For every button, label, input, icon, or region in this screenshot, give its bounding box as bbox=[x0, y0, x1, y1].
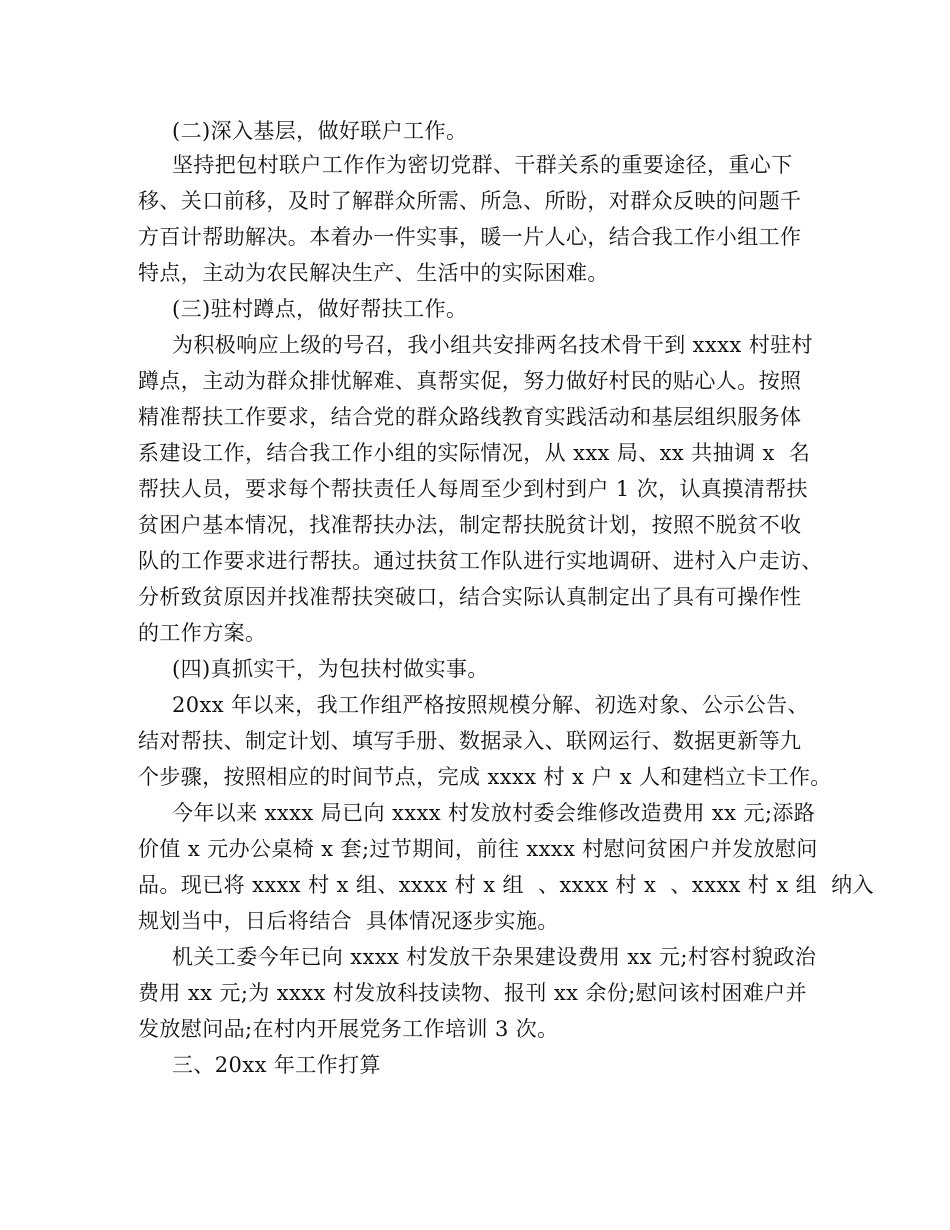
paragraph-line: 发放慰问品;在村内开展党务工作培训 3 次。 bbox=[138, 1017, 559, 1041]
paragraph-line: 为积极响应上级的号召，我小组共安排两名技术骨干到 xxxx 村驻村 bbox=[172, 333, 813, 357]
heading-3-village-support: (三)驻村蹲点，做好帮扶工作。 bbox=[172, 297, 468, 321]
paragraph-line: 结对帮扶、制定计划、填写手册、数据录入、联网运行、数据更新等九 bbox=[138, 729, 802, 753]
paragraph-line: 品。现已将 xxxx 村 x 组、xxxx 村 x 组 、xxxx 村 x 、xxxx 村 x 组 纳入 bbox=[138, 873, 875, 897]
paragraph-line: 价值 x 元办公桌椅 x 套;过节期间，前往 xxxx 村慰问贫困户并发放慰问 bbox=[138, 837, 818, 861]
section-heading-plan: 三、20xx 年工作打算 bbox=[172, 1053, 381, 1077]
paragraph-line: 机关工委今年已向 xxxx 村发放干杂果建设费用 xx 元;村容村貌政治 bbox=[172, 945, 817, 969]
paragraph-line: 费用 xx 元;为 xxxx 村发放科技读物、报刊 xx 余份;慰问该村困难户并 bbox=[138, 981, 807, 1005]
paragraph-line: 规划当中，日后将结合 具体情况逐步实施。 bbox=[138, 909, 559, 933]
paragraph-line: 队的工作要求进行帮扶。通过扶贫工作队进行实地调研、进村入户走访、 bbox=[138, 549, 823, 573]
paragraph-line: 特点，主动为农民解决生产、生活中的实际困难。 bbox=[138, 261, 609, 285]
paragraph-line: 今年以来 xxxx 局已向 xxxx 村发放村委会维修改造费用 xx 元;添路 bbox=[172, 801, 816, 825]
paragraph-line: 移、关口前移，及时了解群众所需、所急、所盼，对群众反映的问题千 bbox=[138, 189, 802, 213]
paragraph-line: 系建设工作，结合我工作小组的实际情况，从 xxx 局、xx 共抽调 x 名 bbox=[138, 441, 811, 465]
paragraph-line: 蹲点，主动为群众排忧解难、真帮实促，努力做好村民的贴心人。按照 bbox=[138, 369, 802, 393]
heading-2-community-work: (二)深入基层，做好联户工作。 bbox=[172, 119, 468, 143]
paragraph-line: 精准帮扶工作要求，结合党的群众路线教育实践活动和基层组织服务体 bbox=[138, 405, 802, 429]
paragraph-line: 分析致贫原因并找准帮扶突破口，结合实际认真制定出了具有可操作性 bbox=[138, 585, 802, 609]
paragraph-line: 帮扶人员，要求每个帮扶责任人每周至少到村到户 1 次，认真摸清帮扶 bbox=[138, 477, 808, 501]
paragraph-line: 方百计帮助解决。本着办一件实事，暖一片人心，结合我工作小组工作 bbox=[138, 225, 802, 249]
paragraph-line: 的工作方案。 bbox=[138, 621, 267, 645]
paragraph-line: 20xx 年以来，我工作组严格按照规模分解、初选对象、公示公告、 bbox=[172, 693, 809, 717]
heading-4-practical-work: (四)真抓实干，为包扶村做实事。 bbox=[172, 657, 489, 681]
paragraph-line: 坚持把包村联户工作作为密切党群、干群关系的重要途径，重心下 bbox=[172, 153, 793, 177]
paragraph-line: 个步骤，按照相应的时间节点，完成 xxxx 村 x 户 x 人和建档立卡工作。 bbox=[138, 765, 832, 789]
paragraph-line: 贫困户基本情况，找准帮扶办法，制定帮扶脱贫计划，按照不脱贫不收 bbox=[138, 513, 802, 537]
